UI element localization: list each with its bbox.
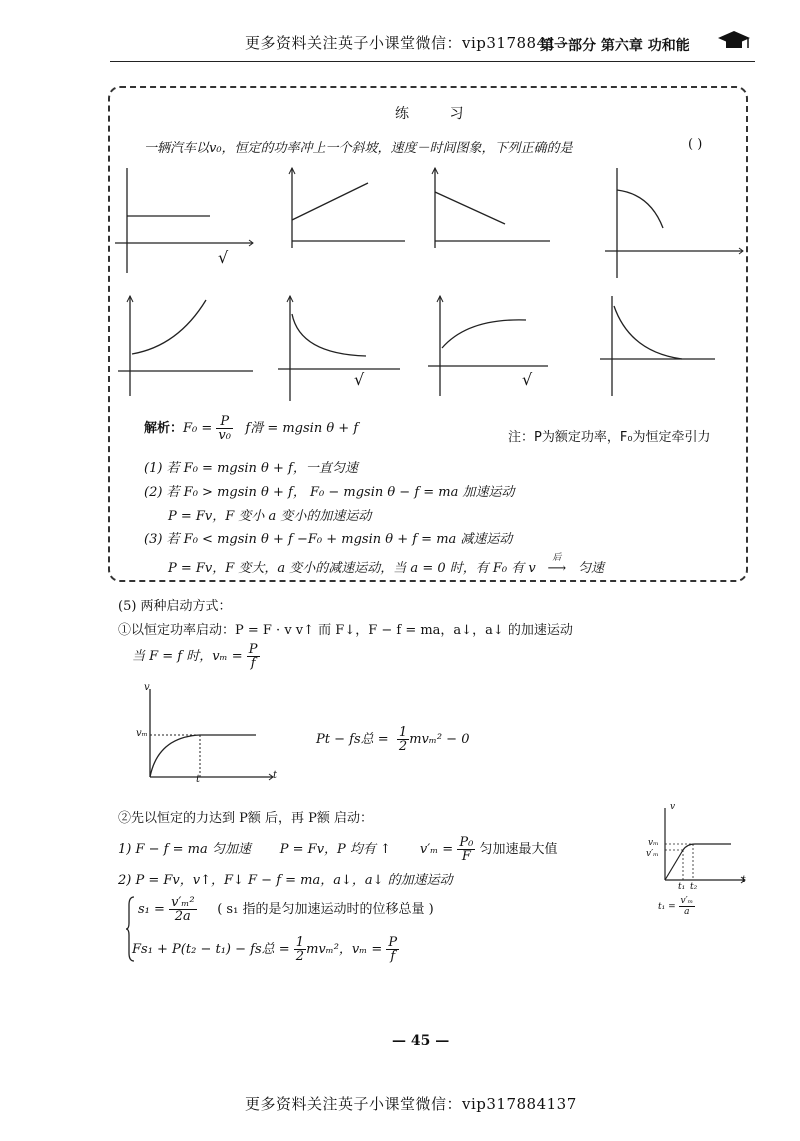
- chapter-title: 第一部分 第六章 功和能: [540, 38, 690, 54]
- case-3: (3) 若 F₀ < mgsin θ + f −F₀ + mgsin θ + f = ma 减速运动: [144, 532, 513, 547]
- mode1-condition: 当 F = f 时，vₘ = $\frac{P}{f}$: [132, 642, 258, 671]
- mode2-step1: 1) F − f = ma 匀加速 P = Fv，P 均有 ↑ v′ₘ = $\frac{\text{P₀}}{F}$ 匀加速最大值: [118, 835, 558, 864]
- analysis-fraction: $\frac{P}{\text{v₀}}$: [218, 414, 231, 443]
- graph-h: [600, 296, 740, 410]
- checkmark-a: √: [218, 248, 229, 267]
- checkmark-g: √: [522, 370, 533, 389]
- section5-heading: (5) 两种启动方式：: [118, 599, 232, 614]
- graph2-t1-label: t₁: [678, 882, 686, 892]
- energy-equation: Pt − fs总 = $\frac{1}{2}$ mvₘ² − 0: [316, 725, 470, 754]
- page-number: — 45 —: [392, 1033, 450, 1049]
- graph1-vm-label: vₘ: [136, 728, 148, 739]
- system-eq-2: Fs₁ + P(t₂ − t₁) − fs总 = $\frac{1}{2}$ mvₘ²，vₘ = $\frac{P}{f}$: [132, 935, 398, 964]
- mode2-line: ②先以恒定的力达到 P额 后，再 P额 启动：: [118, 811, 374, 826]
- header-promo: 更多资料关注英子小课堂微信：vip31788413: [245, 34, 567, 52]
- graph2-x-label: t: [742, 875, 746, 885]
- graph2-vm2-label: v′ₘ: [646, 849, 659, 859]
- graph-d: [605, 168, 745, 282]
- exercise-title: 练 习: [395, 106, 482, 122]
- graph1-x-label: t: [273, 770, 278, 781]
- system-eq-1: s₁ = $\frac{\text{v′ₘ²}}{2a}$ ( s₁ 指的是匀加速运动时的位移总量 ): [138, 895, 434, 924]
- graph-a: [115, 168, 255, 282]
- analysis-note: 注：P为额定功率，F₀为恒定牵引力: [508, 430, 711, 445]
- graph-g: [428, 296, 568, 410]
- graduation-cap-icon: [716, 28, 752, 56]
- constant-force-graph: [655, 806, 750, 890]
- answer-blank: ( ): [688, 137, 703, 152]
- case-1: (1) 若 F₀ = mgsin θ + f，一直匀速: [144, 461, 358, 476]
- graph2-equation: t₁ = $\frac{\text{v′ₘ}}{a}$: [658, 896, 694, 917]
- constant-power-graph: [138, 685, 283, 799]
- graph2-y-label: v: [670, 802, 676, 812]
- exercise-question: 一辆汽车以v₀，恒定的功率冲上一个斜坡，速度－时间图象，下列正确的是: [144, 141, 573, 156]
- mode1-line: ①以恒定功率启动：P = F · v v↑ 而 F↓，F − f = ma，a↓，a↓ 的加速运动: [118, 623, 573, 638]
- graph-e: [118, 296, 258, 410]
- graph2-t2-label: t₂: [690, 882, 698, 892]
- mode2-step2: 2) P = Fv，v↑，F↓ F − f = ma，a↓，a↓ 的加速运动: [118, 873, 453, 888]
- case-2: (2) 若 F₀ > mgsin θ + f， F₀ − mgsin θ − f = ma 加速运动: [144, 485, 515, 500]
- checkmark-f: √: [354, 370, 365, 389]
- graph-c: [425, 168, 555, 282]
- case-3b: P = Fv，F 变大，a 变小的减速运动，当 a = 0 时，有 F₀ 有 v 后 ⟶ 匀速: [168, 553, 605, 576]
- case-2b: P = Fv，F 变小 a 变小的加速运动: [168, 509, 372, 524]
- analysis-line: 解析：F₀ = $\frac{P}{\text{v₀}}$ f滑 = mgsin θ + f: [144, 414, 359, 443]
- header-rule: [110, 61, 755, 62]
- graph2-vm-label: vₘ: [648, 838, 659, 848]
- graph1-t-label: t: [196, 774, 201, 785]
- graph-b: [280, 168, 410, 282]
- graph-f: [278, 296, 408, 410]
- graph1-y-label: v: [144, 682, 150, 693]
- footer-promo: 更多资料关注英子小课堂微信：vip317884137: [245, 1095, 577, 1113]
